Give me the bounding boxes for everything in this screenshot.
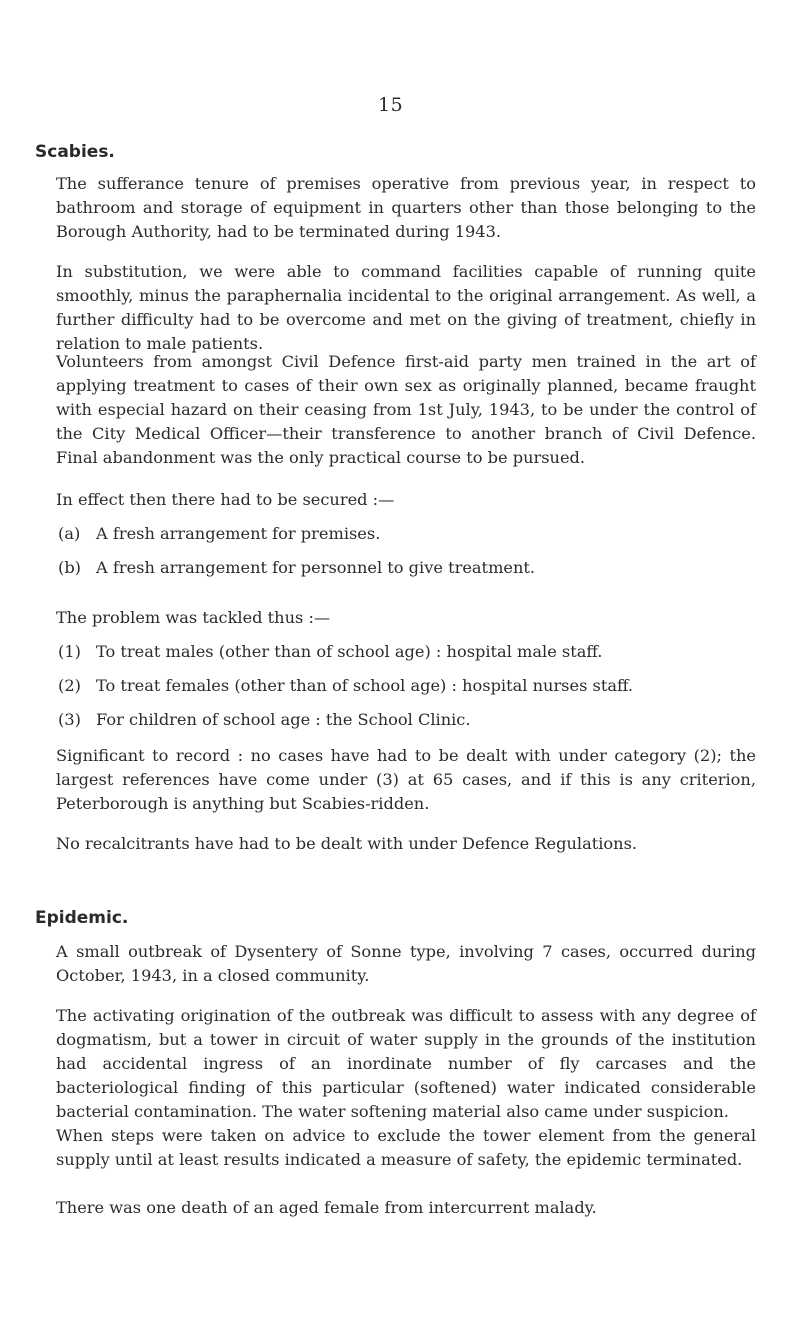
- scabies-paragraph-7: No recalcitrants have had to be dealt with under Defence Regulations.: [56, 834, 638, 853]
- list-item-3: [58, 708, 471, 732]
- list-label-a: (a): [58, 524, 81, 543]
- section-heading-scabies: Scabies.: [35, 142, 115, 162]
- scabies-paragraph-1: The sufferance tenure of premises operative from previous year, in respect to bathroom and storage of equipment in quarters other than those belonging to the Borough Authority, had to be terminated during 1943.: [56, 174, 756, 241]
- epidemic-paragraph-4: There was one death of an aged female from intercurrent malady.: [56, 1198, 597, 1217]
- scabies-paragraph-2: In substitution, we were able to command facilities capable of running quite smoothly, minus the paraphernalia incidental to the original arrangement. As well, a further difficulty had to be overcome and met on the giving of treatment, chiefly in relation to male patients.: [56, 262, 756, 353]
- list-text-a: A fresh arrangement for premises.: [96, 524, 381, 543]
- epidemic-paragraph-1: A small outbreak of Dysentery of Sonne type, involving 7 cases, occurred during October, 1943, in a closed community.: [56, 942, 756, 985]
- list-label-3: (3): [58, 710, 81, 729]
- list-item-2: [58, 674, 633, 698]
- scabies-paragraph-6: Significant to record : no cases have had to be dealt with under category (2); the largest references have come under (3) at 65 cases, and if this is any criterion, Peterborough is anything but Scabies-ridden.: [56, 746, 756, 813]
- epidemic-paragraph-2: The activating origination of the outbreak was difficult to assess with any degree of dogmatism, but a tower in circuit of water supply in the grounds of the institution had accidental ingress of an inordinate number of fly carcases and the bacteriological finding of this particular (softened) water indicated considerable bacterial contamination. The water softening material also came under suspicion.: [56, 1006, 756, 1121]
- section-heading-epidemic: Epidemic.: [35, 908, 129, 928]
- page-number: 15: [378, 94, 404, 116]
- scabies-paragraph-3: Volunteers from amongst Civil Defence first-aid party men trained in the art of applying treatment to cases of their own sex as originally planned, became fraught with especial hazard on their ceasing from 1st July, 1943, to be under the control of the City Medical Officer—their transference to another branch of Civil Defence. Final abandonment was the only practical course to be pursued.: [56, 352, 756, 467]
- scabies-paragraph-4: In effect then there had to be secured :—: [56, 490, 395, 509]
- list-item-1: [58, 640, 602, 664]
- list-text-2: To treat females (other than of school age) : hospital nurses staff.: [96, 676, 634, 695]
- epidemic-paragraph-3: When steps were taken on advice to exclude the tower element from the general supply until at least results indicated a measure of safety, the epidemic terminated.: [56, 1126, 756, 1169]
- list-label-2: (2): [58, 676, 81, 695]
- list-label-1: (1): [58, 642, 81, 661]
- scabies-paragraph-5: The problem was tackled thus :—: [56, 608, 331, 627]
- list-item-a: [58, 522, 380, 546]
- list-text-1: To treat males (other than of school age) : hospital male staff.: [96, 642, 603, 661]
- list-text-b: A fresh arrangement for personnel to give treatment.: [96, 558, 536, 577]
- list-item-b: [58, 556, 535, 580]
- list-label-b: (b): [58, 558, 81, 577]
- list-text-3: For children of school age : the School Clinic.: [96, 710, 471, 729]
